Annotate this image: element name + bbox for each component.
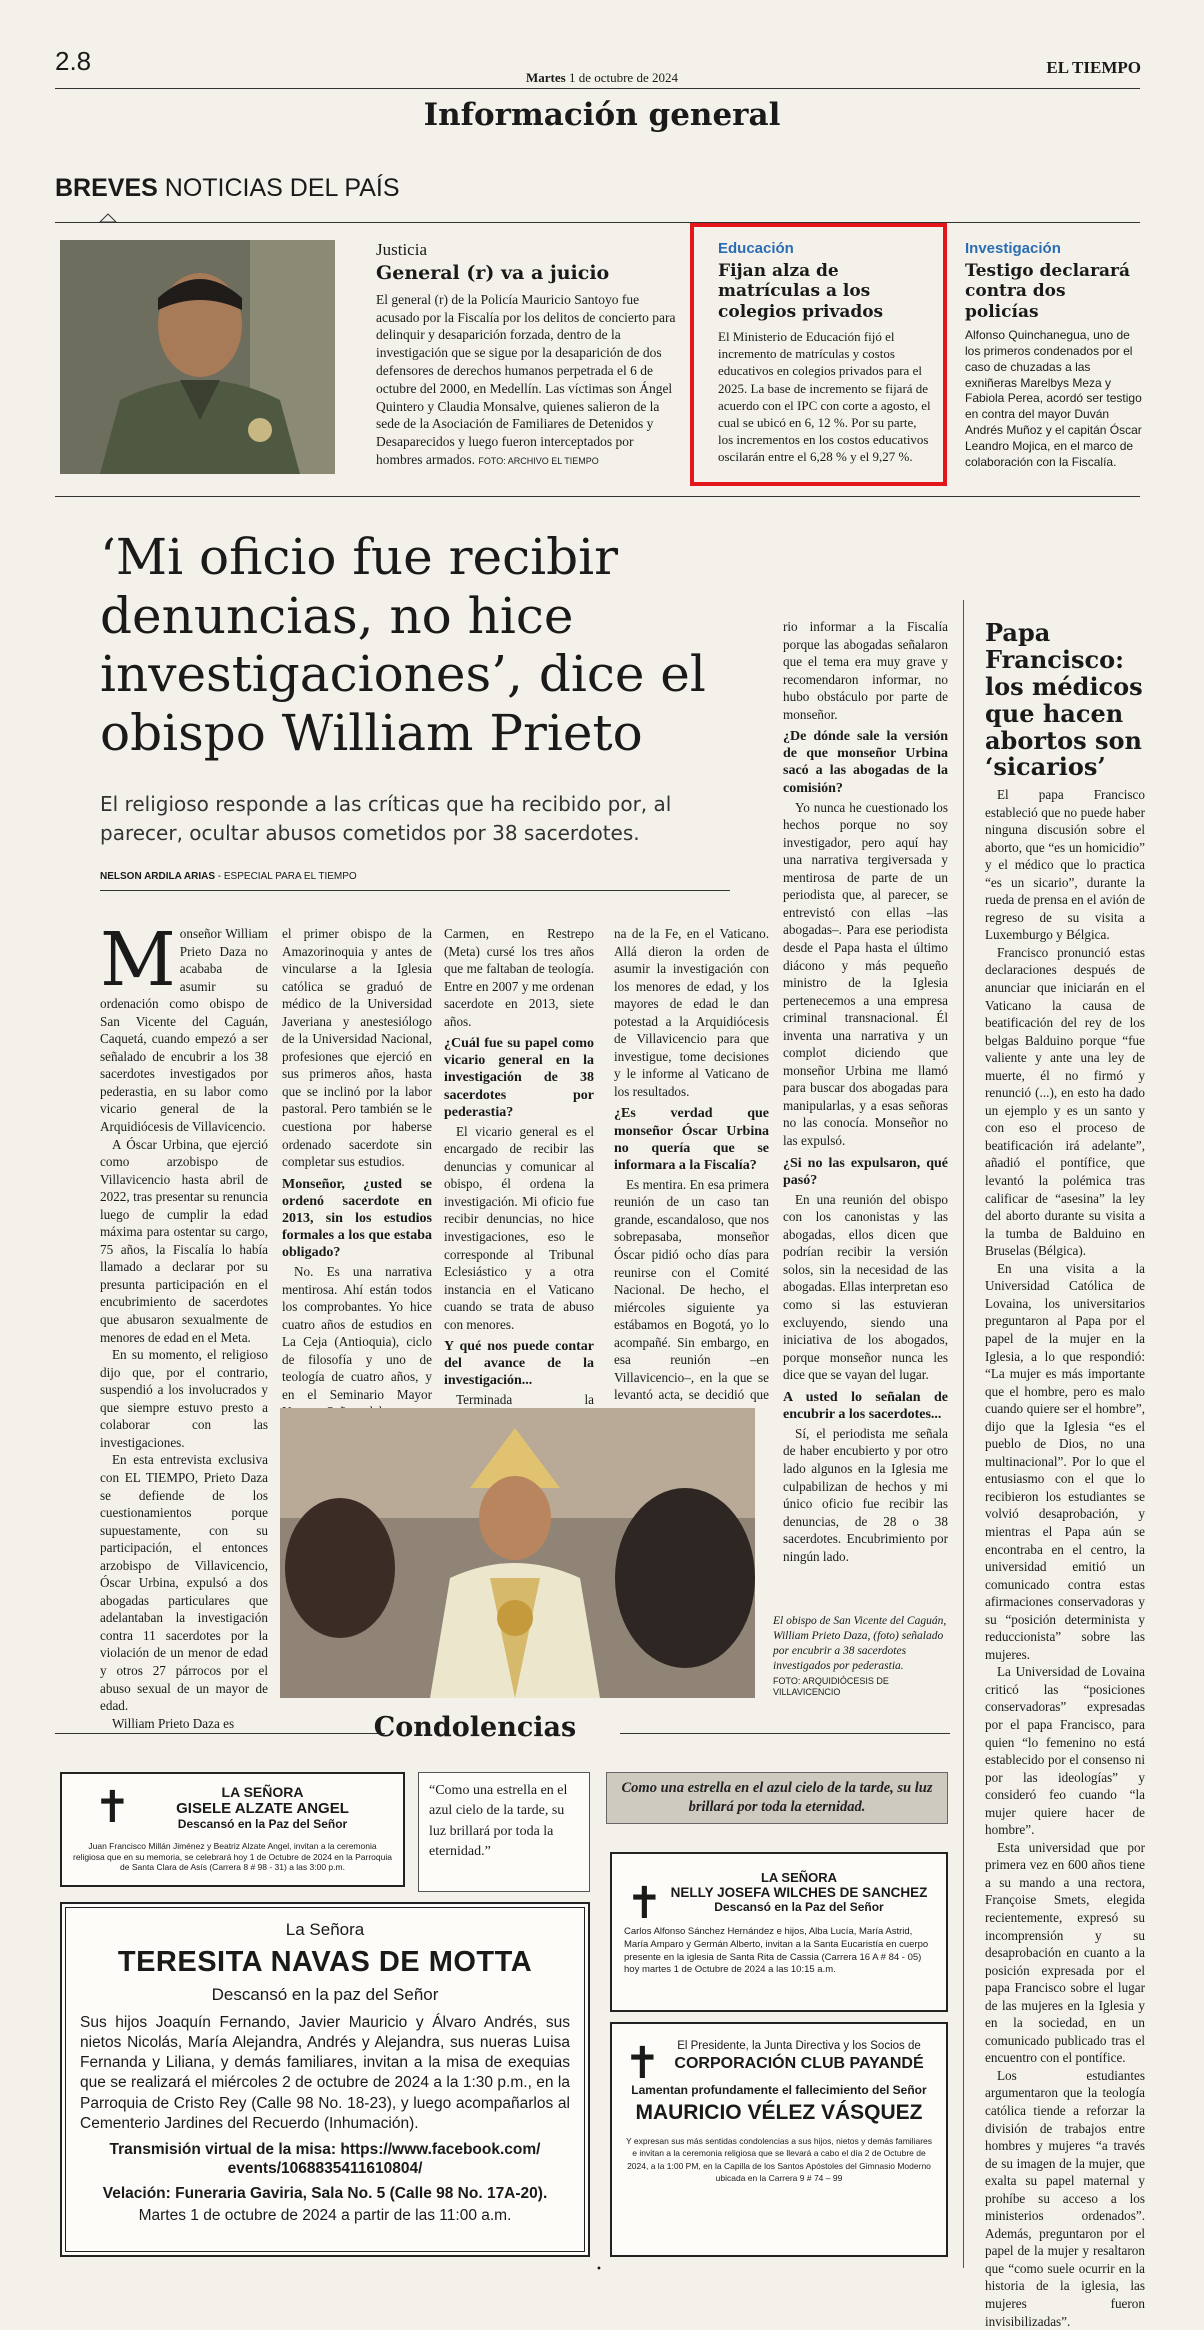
sidebar-body <box>985 786 1145 2330</box>
bishop-illustration <box>280 1408 755 1698</box>
brief-justicia <box>376 240 676 469</box>
cross-icon: ✝ <box>624 2038 661 2089</box>
article-column-5 <box>783 618 948 1565</box>
obit-title: La Señora <box>285 1920 365 1939</box>
breves-label <box>55 174 400 203</box>
question: ¿De dónde sale la versión de que monseñor Urbina sacó a las abogadas de la comisión? <box>783 729 948 796</box>
brief-headline: General (r) va a juicio <box>376 262 610 284</box>
brief-body: El Ministerio de Educación fijó el incremento de matrículas y costos educativos en colegios privados para el 2025. La base de incremento se fijará de acuerdo con el IPC con corte a agosto, el cual se ubicó en 6, 12 %. Por su parte, los incrementos en los costos educativos oscilarán entre el 6,28 % y el 9,27 %. <box>718 329 931 465</box>
byline <box>100 871 357 882</box>
paragraph: Esta universidad que por primera vez en 600 años tiene a su mando a una rectora, Françoise Smets, elegida recientemente, expresó su incomprensión y su desaprobación en cuanto a la posición expresada por el papa Francisco sobre el lugar de las mujeres en la Iglesia y en la sociedad, en un comunicado publicado tras el encuentro con el pontífice. <box>985 1839 1145 2066</box>
paragraph: Terminada la <box>456 1392 594 1408</box>
obit-name: GISELE ALZATE ANGEL <box>176 1800 349 1817</box>
breves-pointer-icon <box>100 214 116 224</box>
date-line <box>0 70 1204 86</box>
brief-kicker: Investigación <box>965 240 1061 257</box>
photo-caption <box>773 1614 948 1699</box>
obituary-nelly <box>610 1852 948 2012</box>
brand-logo: EL TIEMPO <box>1046 58 1141 77</box>
brief-investigacion <box>965 240 1145 471</box>
paragraph: No. Es una narrativa mentirosa. Ahí están todos los comprobantes. Yo hice cuatro años de estudios en La Ceja (Antioquia), ciclo de filosofía y uno de teología de cuatro años, y en el Seminario Mayor <box>282 1264 432 1402</box>
brief-headline: Fijan alza de matrículas a los colegios privados <box>718 261 884 322</box>
obit-sub: Descansó en la Paz del Señor <box>177 1817 348 1831</box>
obituary-banner <box>606 1772 948 1824</box>
brief-body <box>376 291 676 469</box>
article-column-3 <box>444 925 594 1462</box>
obit-date: Martes 1 de octubre de 2024 a partir de las 11:00 a.m. <box>138 2206 512 2224</box>
portrait-illustration <box>60 240 335 474</box>
paragraph: En una visita a la Universidad Católica de Lovaina, los universitarios preguntaron al Papa por el papel de la mujer en la Iglesia, a lo que respondió: “La mujer es más importante que el hombre, pero es malo cuando quiere ser el hombre”, dijo que la Iglesia “es el pueblo de Dios, no una multinacional”. Por lo que el entusiasmo con el que lo recibieron los estudiantes se volvió desaprobación, y mientras el Papa aún se encontraba en el centro, la universidad emitió un comunicado contra estas afirmaciones conservadoras y su “posición determinista y reduccionista” sobre las mujeres. <box>985 1260 1145 1662</box>
article-column-2 <box>282 925 432 1421</box>
date-rest: 1 de octubre de 2024 <box>568 70 678 85</box>
breves-label-bold: BREVES <box>55 174 158 202</box>
article-column-1 <box>100 917 268 1732</box>
question: Y qué nos puede contar del avance de la investigación... <box>444 1339 594 1389</box>
quote-text: “Como una estrella en el azul cielo de la tarde, su luz brillará por toda la eternidad.” <box>429 1783 568 1859</box>
section-title: Información general <box>423 97 781 133</box>
paragraph: Carmen, en Restrepo (Meta) cursé los tres años que me faltaban de teología. Entre en 2007 y me ordenan sacerdote en 2013, siete años. <box>444 926 594 1029</box>
velacion-text: Velación: Funeraria Gaviria, Sala No. 5 (Calle 98 No. 17A-20). <box>102 2184 548 2202</box>
obituary-teresita <box>60 1902 590 2257</box>
breves-label-rest: NOTICIAS DEL PAÍS <box>164 174 400 202</box>
article-photo <box>280 1408 755 1698</box>
header-divider <box>55 88 1140 89</box>
stream-link[interactable]: Transmisión virtual de la misa: https://www.facebook.com/ events/1068835411610804/ <box>109 2140 541 2178</box>
paragraph: En su momento, el religioso dijo que, por el contrario, suspendió a los involucrados y que siempre estuvo presto a colaborar con las investigaciones. <box>100 1347 268 1450</box>
article-headline: ‘Mi oficio fue recibir denuncias, no hice investigaciones’, dice el obispo William Prieto <box>100 528 706 762</box>
drop-cap: M <box>100 917 176 1003</box>
brief-educacion <box>718 240 933 465</box>
paragraph: Yo nunca he cuestionado los hechos porque no soy investigador, pero aquí hay una narrativa tergiversada y mentirosa de parte de un periodista que, al parecer, se entrevistó con ellas –las abogadas–. Para ese periodista desde el Papa hasta el último diácono y más pequeño ministro de la Iglesia pertenecemos a una empresa criminal transnacional. Él inventa una narrativa y un complot diciendo que monseñor Urbina me llamó para buscar dos abogadas para manipularlas, y a esas señoras no las conocía. Monseñor no las expulsó. <box>783 799 948 1148</box>
paragraph: Es mentira. En esa primera reunión de un caso tan grande, escandaloso, que nos sobrepasaba, monseñor Óscar pidió ocho días para reunirse con el Comité Nacional. De hecho, el miércoles siguiente ya estábamos en Bogotá, yo lo acompañé. Sin embargo, en esa reunión –en Villavicencio–, en la que se levantó acta, se decidió que <box>614 1176 769 1403</box>
paragraph: na de la Fe, en el Vaticano. Allá dieron la orden de asumir la investigación con los menores de edad, y los mayores de edad le dan potestad a la Arquidiócesis de Villavicencio para que investigue, tome decisiones y le informe al Vaticano de los resultados. <box>614 926 769 1099</box>
obituary-gisele <box>60 1772 405 1887</box>
paragraph: el primer obispo de la Amazorinoquia y antes de vincularse a la Iglesia católica se graduó de médico de la Universidad Javeriana y anestesiólogo de la Universidad Nacional, profesiones que ejerció en sus primeros años, hasta que se inclinó por la labor pastoral. Pero también se le cuestiona por haberse ordenado sacerdote sin completar sus estudios. <box>282 926 432 1170</box>
cross-icon: ✝ <box>626 1878 663 1929</box>
paragraph: Francisco pronunció estas declaraciones después de anunciar que iniciarán en el Vaticano la causa de beatificación del rey de los belgas Balduino porque “fue valiente y ante una ley de muerte, él no firmó y renunció (...), en esto ha dado un ejemplo y es un santo y con eso el proceso de beatificación irá adelante”, añadió el pontífice, que levantó la polémica tras calificar de “asesina” la ley del aborto durante su visita a la tumba de Balduino en Bruselas (Bélgica). <box>985 944 1145 1259</box>
brief-kicker: Justicia <box>376 240 427 259</box>
obit-name: NELLY JOSEFA WILCHES DE SANCHEZ <box>670 1885 928 1900</box>
page-number: 2.8 <box>55 46 92 76</box>
byline-role: - ESPECIAL PARA EL TIEMPO <box>215 871 357 882</box>
obit-body: Sus hijos Joaquín Fernando, Javier Mauricio y Álvaro Andrés, sus nietos Nicolás, María Alejandra, Andrés y Alejandra, sus nueras Luisa Fernanda y Liliana, y demás familiares, invitan a la misa de exequias que se realizará el miércoles 2 de octubre de 2024 a la 1:30 p.m., en la Parroquia de Cristo Rey (Calle 98 No. 18-23), y luego acompañarlos al Cementerio Jardines del Recuerdo (Inhumación). <box>80 2014 570 2132</box>
brief-headline: Testigo declarará contra dos policías <box>965 261 1131 322</box>
sidebar-headline: Papa Francisco: los médicos que hacen abortos son ‘sicarios’ <box>985 618 1143 782</box>
paragraph: onseñor William Prieto Daza no acababa de asumir su ordenación como obispo de San Vicente del Caguán, Caquetá, cuando empezó a ser señalado de encubrir a los 38 sacerdotes investigados por pederastia, en su labor como vicario general de la Arquidiócesis de Villavicencio. <box>100 926 268 1135</box>
obit-body: Carlos Alfonso Sánchez Hernández e hijos, Alba Lucía, María Astrid, María Amparo y Germán Alberto, invitan a la Santa Eucaristía en cuerpo presente en la iglesia de Santa Rita de Cassia (Carrera 16 A # 84 - 05) hoy martes 1 de Octubre de 2024 a las 10:15 a.m. <box>624 1926 929 1976</box>
obit-title: LA SEÑORA <box>221 1784 304 1800</box>
paragraph: Sí, el periodista me señala de haber encubierto y por otro lado algunos en la Iglesia me culpabilizan de hechos y mi único oficio fue recibir las denuncias, de 28 o 38 sacerdotes. Encubrimiento por ningún lado. <box>783 1425 948 1564</box>
obit-body: Y expresan sus más sentidas condolencias a sus hijos, nietos y demás familiares e invitan a la ceremonia religiosa que se llevará a cabo el día 2 de Octubre de 2024, a la 1:00 PM, en la Capilla de los Santos Apóstoles del Gimnasio Moderno ubicada en la Carrera 9 # 74 – 99 <box>626 2136 932 2183</box>
obituary-mauricio <box>610 2022 948 2257</box>
breves-divider <box>55 222 1140 223</box>
brief-kicker: Educación <box>718 240 794 257</box>
article-column-4 <box>614 925 769 1421</box>
obit-body: Juan Francisco Millán Jiménez y Beatriz Alzate Angel, invitan a la ceremonia religiosa que en su memoria, se celebrará hoy 1 de Octubre de 2024 en la Parroquia de Santa Clara de Asís (Carrera 8 # 98 - 31) a las 3:00 p.m. <box>73 1841 392 1873</box>
paragraph: Los estudiantes argumentaron que la teología católica tiende a reforzar la división de trabajos entre hombres y mujeres “a través de su imagen de la mujer, que exalta su papel maternal y prohíbe su acceso a los ministerios ordenados”. Además, preguntaron por el papel de la mujer y resaltaron que “como suele ocurrir en la historia de la iglesia, las mujeres fueron invisibilizadas”. <box>985 2067 1145 2329</box>
question: Monseñor, ¿usted se ordenó sacerdote en 2013, sin los estudios formales a los que estaba obligado? <box>282 1176 432 1260</box>
caption-credit: FOTO: ARQUIDIÓCESIS DE VILLAVICENCIO <box>773 1675 889 1698</box>
question: A usted lo señalan de encubrir a los sacerdotes... <box>783 1389 948 1422</box>
question: ¿Es verdad que monseñor Óscar Urbina no quería que se informara a la Fiscalía? <box>614 1106 769 1173</box>
brief-body-text: El general (r) de la Policía Mauricio Santoyo fue acusado por la Fiscalía por los delitos de concierto para delinquir y desaparición forzada, dentro de la investigación que se sigue por la desaparición de dos defensores de derechos humanos perpetrada el 6 de octubre del 2000, en Medellín. Las víctimas son Ángel Quintero y Claudia Monsalve, quienes salieron de la sede de la Asociación de Familiares de Detenidos y Desaparecidos y luego fueron interceptados por hombres armados. <box>376 291 676 468</box>
condolencias-title: Condolencias <box>373 1712 577 1743</box>
obit-title: LA SEÑORA <box>760 1870 838 1885</box>
byline-divider <box>100 890 730 891</box>
page-center-mark: • <box>596 2264 602 2275</box>
paragraph: El vicario general es el encargado de recibir las denuncias y comunicar al obispo, él ordena la investigación. Mi oficio fue recibir denuncias, no hice investigaciones, eso le corresponde al Tribunal Eclesiástico y a otra instancia en el Vaticano cuando se trata de abuso con menores. <box>444 1123 594 1332</box>
obit-name: TERESITA NAVAS DE MOTTA <box>117 1946 533 1978</box>
question: ¿Cuál fue su papel como vicario general en la investigación de 38 sacerdotes por pederastia? <box>444 1036 594 1120</box>
banner-quote: Como una estrella en el azul cielo de la tarde, su luz brillará por toda la eternidad. <box>621 1780 933 1815</box>
byline-name: NELSON ARDILA ARIAS <box>100 871 215 882</box>
obit-sub: Descansó en la paz del Señor <box>211 1985 439 2004</box>
paragraph: En una reunión del obispo con los canonistas y las abogadas, ellos dicen que podrían recibir la versión solos, sin la necesidad de las abogadas. Ellas interpretan eso como si las estuvieran excluyendo, siendo una iniciativa de los abogados, porque monseñor nunca les dice que se vayan del lugar. <box>783 1191 948 1383</box>
paragraph: El papa Francisco estableció que no puede haber ninguna discusión sobre el aborto, que “es un homicidio” y el médico que lo practica “es un sicario”, durante la rueda de prensa en el avión de regreso de su visita a Luxemburgo y Bélgica. <box>985 787 1145 943</box>
cross-icon: ✝ <box>94 1782 131 1833</box>
obit-lament: Lamentan profundamente el fallecimiento del Señor <box>631 2083 927 2097</box>
brief-body: Alfonso Quinchanegua, uno de los primeros condenados por el caso de chuzadas a las exniñeras Marelbys Meza y Fabiola Perea, acordó ser testigo en contra del mayor Duván Andrés Muñoz y el capitán Óscar Leandro Mojica, en el marco de colaboración con la Fiscalía. <box>965 328 1142 469</box>
caption-text: El obispo de San Vicente del Caguán, William Prieto Daza, (foto) señalado por encubrir a 38 sacerdotes investigados por pederastia. <box>773 1615 947 1672</box>
general-photo <box>60 240 335 474</box>
obit-intro: El Presidente, la Junta Directiva y los Socios de <box>677 2040 921 2052</box>
paragraph: A Óscar Urbina, que ejerció como arzobispo de Villavicencio hasta abril de 2022, tras presentar su renuncia luego de cumplir la edad máxima para ostentar su cargo, 75 años, la Fiscalía lo había llamado a declarar por su presunta participación en el encubrimiento de sacerdotes que abusaron sexualmente de menores de edad en el Meta. <box>100 1136 268 1345</box>
breves-bottom-divider <box>55 496 1140 497</box>
obit-name: MAURICIO VÉLEZ VÁSQUEZ <box>635 2101 923 2124</box>
paragraph: En esta entrevista exclusiva con EL TIEMPO, Prieto Daza se defiende de los cuestionamientos porque supuestamente, con su participación, el entonces arzobispo de Villavicencio, Óscar Urbina, expulsó a dos abogadas particulares que adelantaban la investigación contra 11 sacerdotes por la violación de un menor de edad y otros 27 párrocos por el abuso sexual de un mayor de edad. <box>100 1452 268 1714</box>
sidebar-divider <box>963 600 964 2268</box>
paragraph: rio informar a la Fiscalía porque las abogadas señalaron que el tema era muy grave y recomendaron informar, no hubo obstáculo por parte de monseñor. <box>783 619 948 722</box>
date-day: Martes <box>526 70 566 85</box>
obit-club: CORPORACIÓN CLUB PAYANDÉ <box>674 2055 924 2072</box>
paragraph: William Prieto Daza es <box>112 1715 235 1731</box>
question: ¿Si no las expulsaron, qué pasó? <box>783 1155 948 1188</box>
obituary-quote <box>418 1772 590 1892</box>
article-deck: El religioso responde a las críticas que ha recibido por, al parecer, ocultar abusos cometidos por 38 sacerdotes. <box>100 792 672 845</box>
paragraph: La Universidad de Lovaina criticó las “posiciones conservadoras” expresadas por el papa Francisco, para quien “lo femenino no está establecido por el consenso ni por las ideologías” y consideró feo cuando “la mujer quiere hacer de hombre”. <box>985 1664 1145 1838</box>
photo-credit: FOTO: ARCHIVO EL TIEMPO <box>478 456 599 467</box>
obit-sub: Descansó en la Paz del Señor <box>714 1900 884 1914</box>
